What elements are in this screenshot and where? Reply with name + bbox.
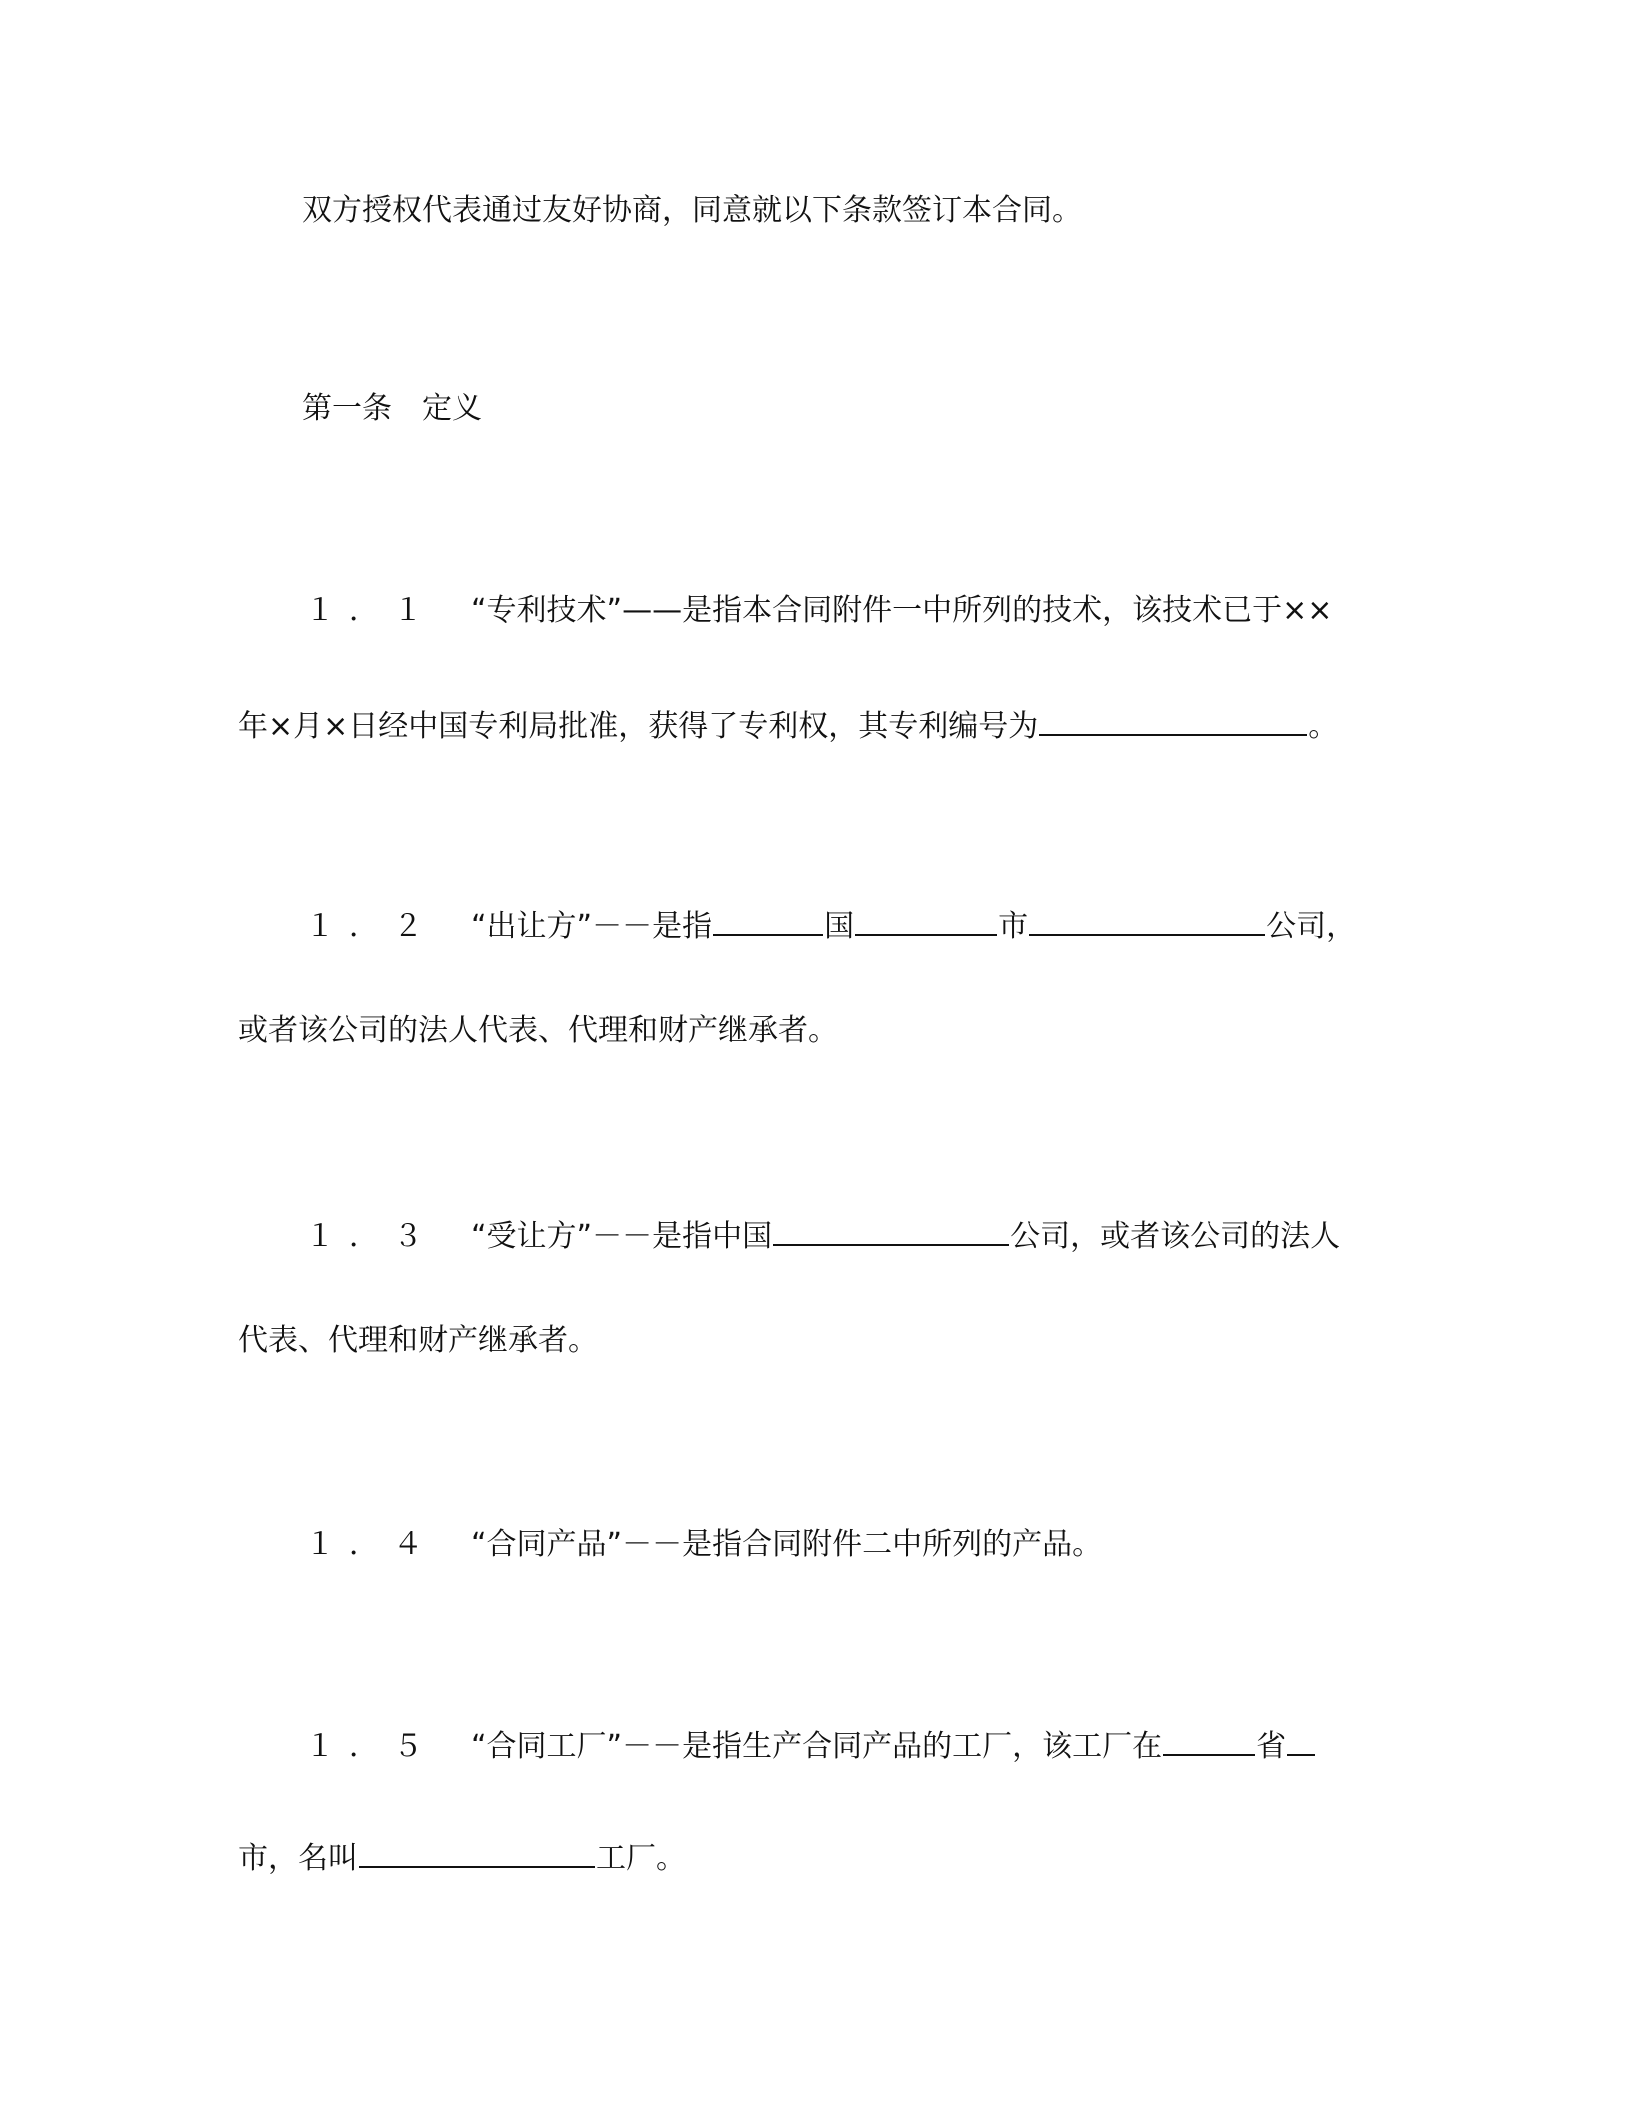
- country-blank: [713, 906, 823, 936]
- clause-number: １．３: [305, 1219, 437, 1254]
- clause-text: 市，名叫: [238, 1841, 358, 1876]
- factory-name-blank: [359, 1838, 595, 1868]
- city-blank: [855, 906, 997, 936]
- clause-text: 。: [1308, 709, 1339, 744]
- clause-number: １．１: [305, 593, 437, 628]
- clause-1-1-line-1: [305, 593, 1333, 628]
- clause-1-2-line-1: [305, 906, 1356, 942]
- clause-text: 公司，: [1266, 909, 1357, 944]
- city-blank: [1287, 1726, 1315, 1756]
- clause-number: １．４: [305, 1527, 437, 1562]
- clause-text: “受让方”－－是指中国: [471, 1219, 773, 1254]
- company-blank: [1029, 906, 1265, 936]
- clause-1-2-line-2: [238, 1013, 838, 1048]
- clause-1-4-line-1: [305, 1527, 1103, 1562]
- intro-text: 双方授权代表通过友好协商，同意就以下条款签订本合同。: [302, 193, 1082, 228]
- clause-1-5-line-1: [305, 1726, 1316, 1762]
- clause-text: 工厂。: [596, 1841, 686, 1876]
- company-blank: [773, 1216, 1009, 1246]
- clause-text: 代表、代理和财产继承者。: [238, 1323, 598, 1358]
- clause-text: “专利技术”——是指本合同附件一中所列的技术，该技术已于××: [471, 593, 1333, 628]
- clause-1-5-line-2: [238, 1838, 686, 1874]
- patent-number-blank: [1039, 706, 1307, 736]
- article-title: [302, 391, 482, 426]
- intro-paragraph: [302, 193, 1082, 228]
- clause-text: 年×月×日经中国专利局批准，获得了专利权，其专利编号为: [238, 709, 1039, 744]
- clause-text: “合同工厂”－－是指生产合同产品的工厂，该工厂在: [471, 1729, 1163, 1764]
- clause-1-1-line-2: [238, 706, 1338, 742]
- clause-text: 公司，或者该公司的法人: [1010, 1219, 1341, 1254]
- clause-text: 省: [1256, 1729, 1287, 1764]
- clause-number: １．５: [305, 1729, 437, 1764]
- clause-text: 国: [824, 909, 855, 944]
- clause-text: 市: [998, 909, 1029, 944]
- clause-1-3-line-2: [238, 1323, 598, 1358]
- article-title-text: 第一条 定义: [302, 391, 482, 426]
- clause-number: １．２: [305, 909, 437, 944]
- clause-text: 或者该公司的法人代表、代理和财产继承者。: [238, 1013, 838, 1048]
- province-blank: [1163, 1726, 1255, 1756]
- clause-text: “合同产品”－－是指合同附件二中所列的产品。: [471, 1527, 1103, 1562]
- clause-text: “出让方”－－是指: [471, 909, 713, 944]
- clause-1-3-line-1: [305, 1216, 1340, 1252]
